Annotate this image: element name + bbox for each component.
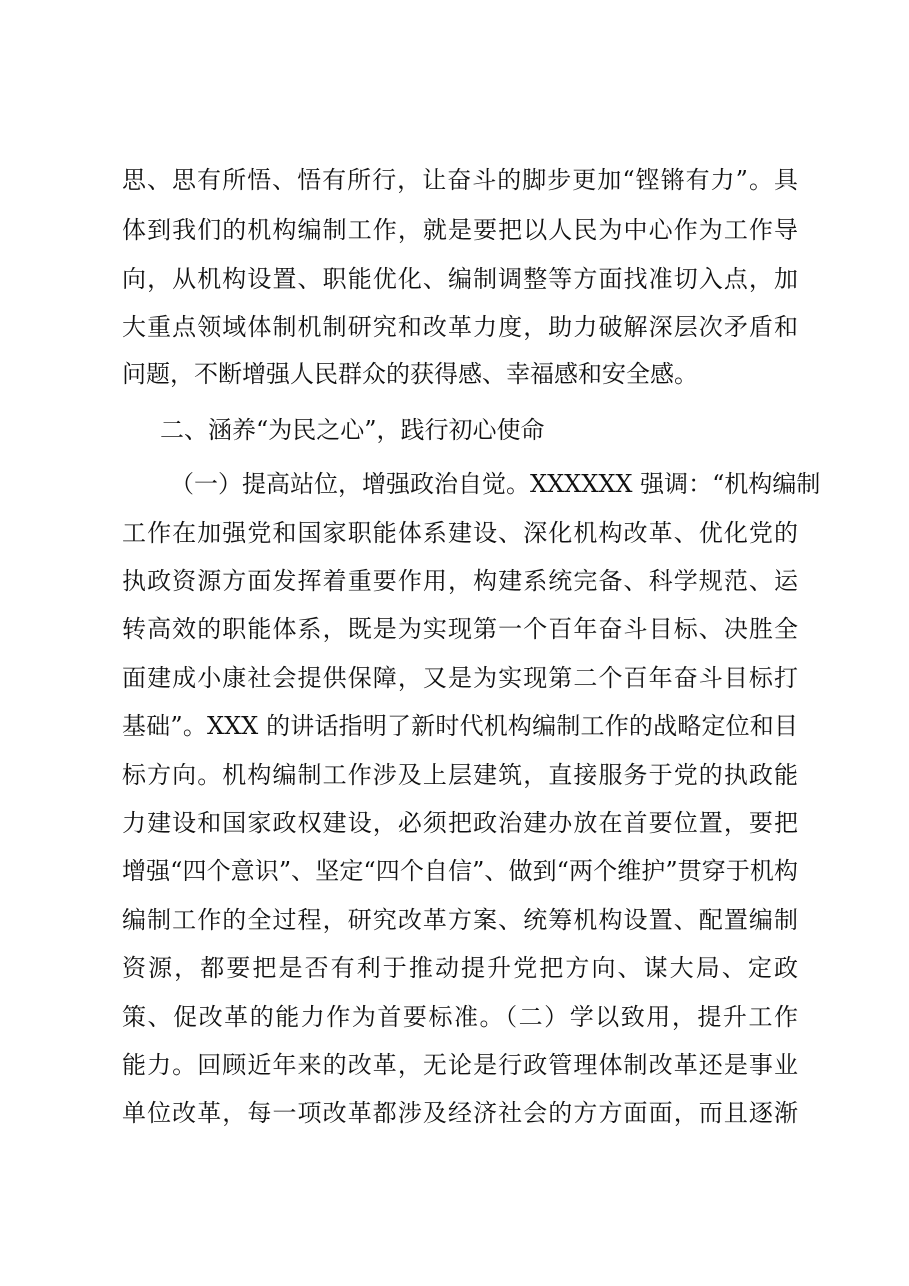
paragraph-line: 体到我们的机构编制工作，就是要把以人民为中心作为工作导 — [122, 216, 798, 244]
section-heading: 二、涵养“为民之心”，践行初心使命 — [160, 416, 545, 444]
paragraph-line: 问题，不断增强人民群众的获得感、幸福感和安全感。 — [122, 360, 698, 388]
paragraph-line: 资源，都要把是否有利于推动提升党把方向、谋大局、定政 — [122, 954, 798, 982]
paragraph-line: 力建设和国家政权建设，必须把政治建办放在首要位置，要把 — [122, 809, 798, 837]
paragraph-line: （一）提高站位，增强政治自觉。XXXXXX 强调：“机构编制 — [170, 470, 821, 498]
paragraph-line: 策、促改革的能力作为首要标准。（二）学以致用，提升工作 — [122, 1003, 798, 1031]
paragraph-line: 大重点领域体制机制研究和改革力度，助力破解深层次矛盾和 — [122, 313, 798, 341]
paragraph-line: 执政资源方面发挥着重要作用，构建系统完备、科学规范、运 — [122, 567, 798, 595]
paragraph-line: 基础”。XXX 的讲话指明了新时代机构编制工作的战略定位和目 — [122, 712, 798, 740]
paragraph-line: 编制工作的全过程，研究改革方案、统筹机构设置、配置编制 — [122, 906, 798, 934]
paragraph-line: 向，从机构设置、职能优化、编制调整等方面找准切入点，加 — [122, 265, 798, 293]
paragraph-line: 面建成小康社会提供保障，又是为实现第二个百年奋斗目标打 — [122, 664, 798, 692]
paragraph-line: 思、思有所悟、悟有所行，让奋斗的脚步更加“铿锵有力”。具 — [122, 166, 798, 194]
paragraph-line: 转高效的职能体系，既是为实现第一个百年奋斗目标、决胜全 — [122, 615, 798, 643]
paragraph-line: 标方向。机构编制工作涉及上层建筑，直接服务于党的执政能 — [122, 761, 798, 789]
paragraph-line: 能力。回顾近年来的改革，无论是行政管理体制改革还是事业 — [122, 1051, 798, 1079]
paragraph-line: 单位改革，每一项改革都涉及经济社会的方方面面，而且逐渐 — [122, 1099, 798, 1127]
paragraph-line: 增强“四个意识”、坚定“四个自信”、做到“两个维护”贯穿于机构 — [122, 857, 798, 885]
paragraph-line: 工作在加强党和国家职能体系建设、深化机构改革、优化党的 — [122, 519, 798, 547]
